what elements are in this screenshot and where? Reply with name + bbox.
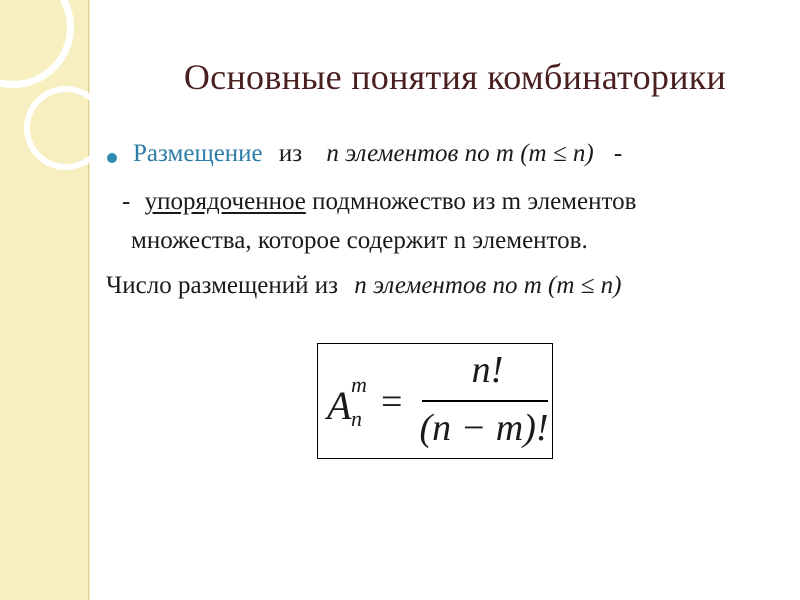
fraction-bar: [422, 400, 548, 402]
definition-line-1: [122, 188, 636, 216]
math-condition: n элементов по m (m ≤ n): [326, 140, 594, 167]
bullet-icon: [107, 153, 117, 163]
count-text: Число размещений из: [106, 272, 338, 299]
term-placement: Размещение: [133, 140, 263, 167]
decorative-circle: [24, 86, 108, 170]
formula-superscript: m: [351, 372, 367, 397]
formula-base: A: [327, 383, 352, 428]
math-condition: n элементов по m (m ≤ n): [354, 272, 622, 299]
formula-subscript: n: [351, 406, 362, 431]
bullet-line: [133, 140, 622, 168]
definition-line-2: множества, которое содержит n элементов.: [131, 227, 588, 254]
slide-title: Основные понятия комбинаторики: [183, 57, 727, 97]
side-band-divider: [88, 0, 89, 600]
dash: -: [613, 140, 623, 167]
formula-denominator: (n − m)!: [419, 407, 549, 449]
underlined-word: упорядоченное: [144, 188, 306, 215]
definition-text: подмножество из m элементов: [312, 188, 637, 215]
formula-numerator: n!: [471, 349, 504, 391]
dash: -: [122, 188, 131, 215]
count-line: [106, 272, 621, 300]
formula-equals: =: [381, 381, 403, 423]
from-word: из: [278, 140, 303, 167]
formula-box: [317, 343, 553, 459]
